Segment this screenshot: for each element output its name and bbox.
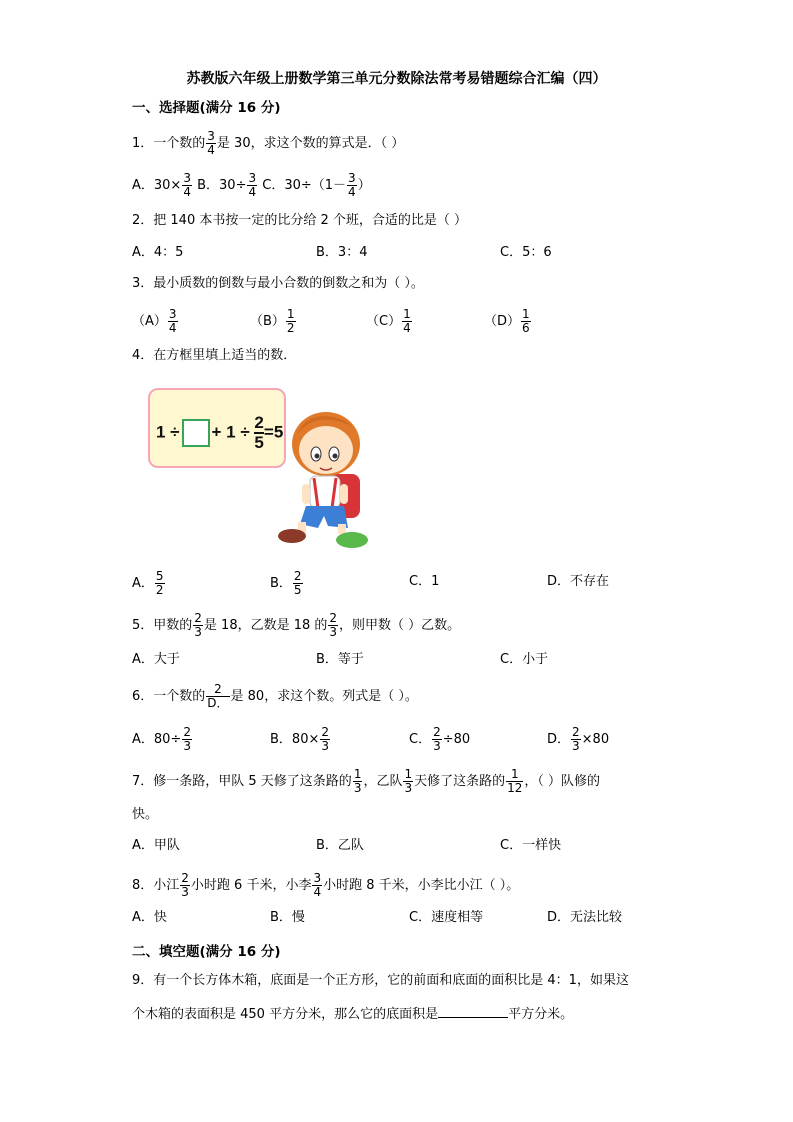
option-b: （B） $\frac{1}{2}$ xyxy=(250,307,295,335)
question-7-continued: 快。 xyxy=(132,807,159,822)
option-b: B．80× $\frac{2}{3}$ xyxy=(270,725,329,753)
question-1: 1．一个数的 $\frac{3}{4}$ 是 30，求这个数的算式是．（ ） xyxy=(132,129,405,157)
page-title: 苏教版六年级上册数学第三单元分数除法常考易错题综合汇编（四） xyxy=(186,71,607,87)
option-c: C．一样快 xyxy=(500,838,562,853)
option-a: A． $\frac{5}{2}$ xyxy=(132,569,164,597)
option-c: （C） $\frac{1}{4}$ xyxy=(366,307,411,335)
option-a: A．80÷ $\frac{2}{3}$ xyxy=(132,725,191,753)
option-b: B． $\frac{2}{5}$ xyxy=(270,569,302,597)
equation-box xyxy=(148,388,286,468)
option-c: C． $\frac{2}{3}$ ÷80 xyxy=(409,725,471,753)
option-a: A．甲队 xyxy=(132,838,180,853)
option-c: C．小于 xyxy=(500,652,549,667)
option-a: A．快 xyxy=(132,910,167,925)
question-9: 9．有一个长方体木箱，底面是一个正方形，它的前面和底面的面积比是 4：1，如果这 xyxy=(132,973,629,988)
question-2: 2．把 140 本书按一定的比分给 2 个班，合适的比是（ ） xyxy=(132,213,468,228)
option-c: C．5：6 xyxy=(500,245,552,260)
option-a: A．30× $\frac{3}{4}$ xyxy=(132,171,191,199)
question-9-continued: 个木箱的表面积是 450 平方分米，那么它的底面积是 平方分米。 xyxy=(132,1003,573,1025)
question-7: 7．修一条路，甲队 5 天修了这条路的 $\frac{1}{3}$ ，乙队 $\frac{1}{3}$ 天修了这条路的 $\frac{1}{12}$ ，（ ）队修的 xyxy=(132,767,601,795)
question-5: 5．甲数的 $\frac{2}{3}$ 是 18，乙数是 18 的 $\frac{2}{3}$ ，则甲数（ ）乙数。 xyxy=(132,611,461,639)
option-a: A．4：5 xyxy=(132,245,184,260)
option-b: B．等于 xyxy=(316,652,364,667)
option-b: B．3：4 xyxy=(316,245,368,260)
option-a: A．大于 xyxy=(132,652,180,667)
option-d: D．无法比较 xyxy=(547,910,623,925)
option-a: （A） $\frac{3}{4}$ xyxy=(132,307,177,335)
option-b: B．乙队 xyxy=(316,838,364,853)
option-d: D．不存在 xyxy=(547,574,610,589)
question-1-options xyxy=(132,172,371,199)
option-d: D． $\frac{2}{3}$ ×80 xyxy=(547,725,610,753)
section-heading-choice: 一、选择题(满分 16 分) xyxy=(132,100,281,116)
question-3: 3．最小质数的倒数与最小合数的倒数之和为（ ）。 xyxy=(132,276,424,291)
option-c: C．1 xyxy=(409,574,440,589)
option-c: C．速度相等 xyxy=(409,910,484,925)
equation: 1 ÷ + 1 ÷ $\frac{2}{5}$ =5 xyxy=(156,413,284,452)
answer-square[interactable] xyxy=(182,419,210,447)
section-heading-fill: 二、填空题(满分 16 分) xyxy=(132,944,281,960)
option-b: B．30÷ $\frac{3}{4}$ xyxy=(197,171,257,199)
option-d: （D） $\frac{1}{6}$ xyxy=(484,307,530,335)
fraction: $\frac{3}{4}$ xyxy=(207,129,215,157)
question-6: 6．一个数的 $\frac{2}{D.}$ 是 80，求这个数。列式是（ ）。 xyxy=(132,682,418,710)
question-4: 4．在方框里填上适当的数． xyxy=(132,348,297,363)
option-b: B．慢 xyxy=(270,910,305,925)
option-c: C．30÷（1－ $\frac{3}{4}$ ） xyxy=(262,171,371,199)
question-8: 8．小江 $\frac{2}{3}$ 小时跑 6 千米，小李 $\frac{3}{4}$ 小时跑 8 千米，小李比小江（ ）。 xyxy=(132,871,520,899)
cartoon-boy-illustration xyxy=(274,404,374,554)
answer-blank[interactable] xyxy=(438,1003,508,1018)
